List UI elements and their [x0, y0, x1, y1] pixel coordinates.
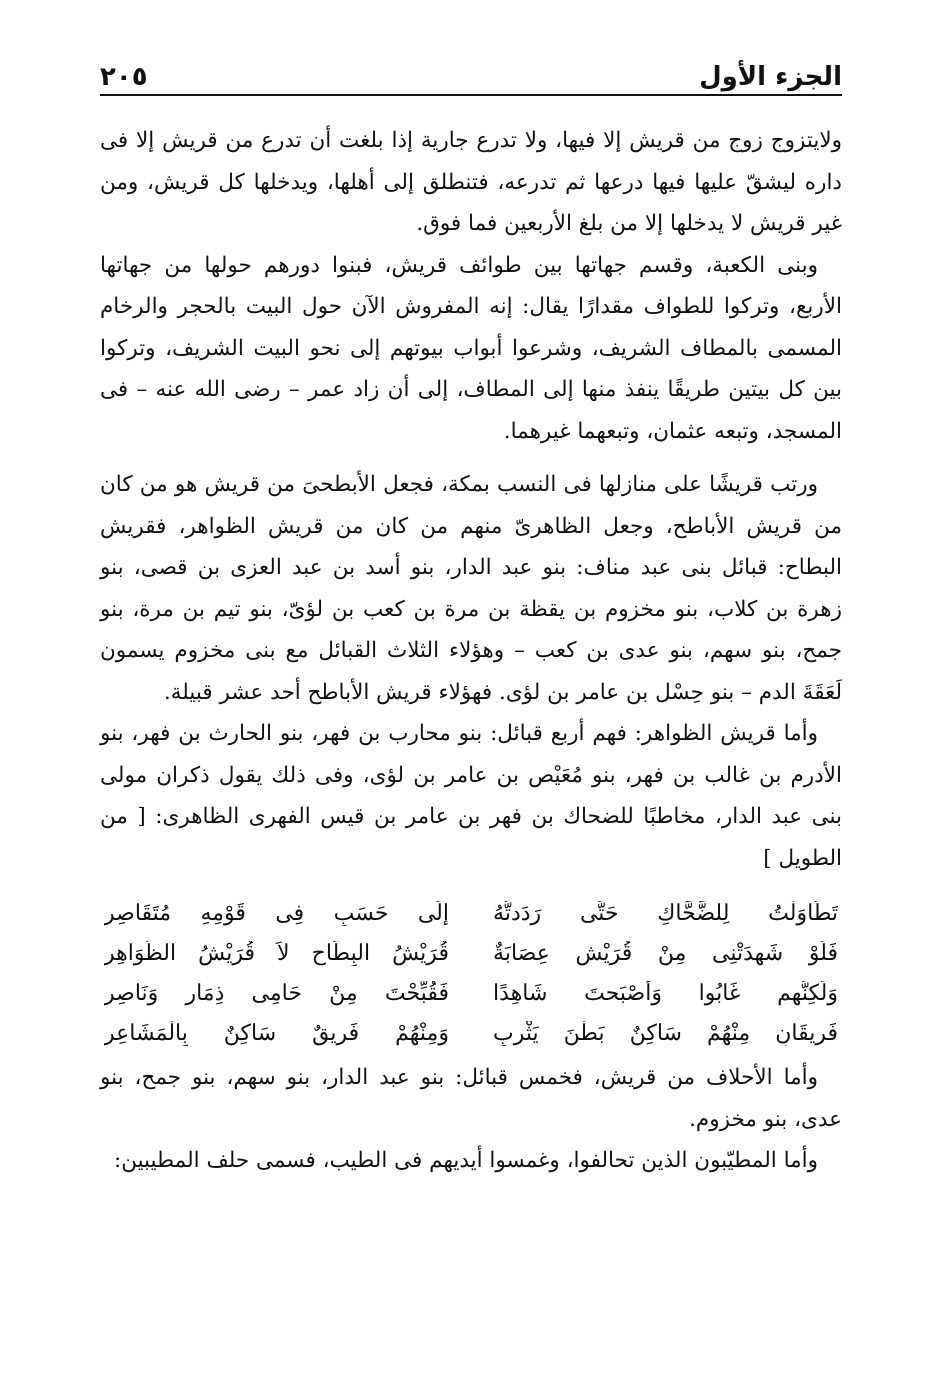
verse-second-hemistich: قُرَيْشُ البِطَاحِ لاَ قُرَيْشُ الظَّوَاهِرِ [104, 940, 449, 966]
verse-second-hemistich: فَقُبِّحْتَ مِنْ حَامِى ذِمَارٍ وَنَاصِرِ [104, 980, 449, 1006]
book-page [100, 48, 842, 1338]
verse-first-hemistich: تَطَاوَلْتُ لِلضَّحَّاكِ حَتَّى رَدَدتُّهُ [493, 900, 838, 926]
poem-verse [104, 933, 838, 973]
verse-first-hemistich: وَلَكِنَّهم غَابُوا وَأَصْبَحتَ شَاهِدًا [493, 980, 838, 1006]
poem [100, 893, 842, 1053]
paragraph-5: وأما الأحلاف من قريش، فخمس قبائل: بنو عبد الدار، بنو سهم، بنو جمح، بنو عدى، بنو مخزوم. [100, 1065, 842, 1132]
verse-second-hemistich: إِلَى حَسَبٍ فِى قَوْمِهِ مُتَقَاصِرِ [104, 900, 449, 926]
poem-verse [104, 893, 838, 933]
paragraph-2: وبنى الكعبة، وقسم جهاتها بين طوائف قريش، فبنوا دورهم حولها من جهاتها الأربع، وتركوا للطواف مقدارًا يقال: إنه المفروش الآن حول البيت بالحجر والرخام المسمى بالمطاف الشريف، وشرعوا أبواب بيوتهم إلى نحو البيت الشريف، وتركوا بين كل بيتين طريقًا ينفذ منها إلى المطاف، إلى أن زاد عمر – رضى الله عنه – فى المسجد، وتبعه عثمان، وتبعهما غيرهما. [100, 252, 842, 444]
verse-first-hemistich: فَلَوْ شَهِدَتْنِى مِنْ قُرَيْشٍ عِصَابَةٌ [493, 940, 838, 966]
verse-second-hemistich: وَمِنْهُمْ فَرِيقٌ سَاكِنٌ بِالْمَشَاعِرِ [104, 1020, 449, 1046]
page-body [100, 120, 842, 1182]
poem-verse [104, 973, 838, 1013]
page-header [100, 48, 842, 96]
paragraph-4: وأما قريش الظواهر: فهم أربع قبائل: بنو محارب بن فهر، بنو الحارث بن فهر، بنو الأدرم بن غالب بن فهر، بنو مُعَيْص بن عامر بن لؤى، وفى ذلك يقول ذكران مولى بنى عبد الدار، مخاطبًا للضحاك بن فهر بن عامر بن قيس الفهرى الظاهرى: [ من الطويل ] [100, 721, 842, 871]
poem-verse [104, 1013, 838, 1053]
verse-first-hemistich: فَرِيقَانِ مِنْهُمْ سَاكِنٌ بَطْنَ يَثْرِبٍ [493, 1020, 838, 1046]
paragraph-3: ورتب قريشًا على منازلها فى النسب بمكة، فجعل الأبطحىَ من قريش هو من كان من قريش الأباطح، وجعل الظاهرىّ منهم من كان من قريش الظواهر، فقريش البطاح: قبائل بنى عبد مناف: بنو عبد الدار، بنو أسد بن عبد العزى بن قصى، بنو زهرة بن كلاب، بنو مخزوم بن يقظة بن مرة بن كعب بن لؤىّ، بنو تيم بن مرة، بنو جمح، بنو سهم، بنو عدى بن كعب – وهؤلاء الثلاث القبائل مع بنى مخزوم يسمون لَعَقَةَ الدم – بنو حِسْل بن عامر بن لؤى. فهؤلاء قريش الأباطح أحد عشر قبيلة. [100, 472, 842, 705]
page-number: ٢٠٥ [100, 62, 148, 92]
running-title: الجزء الأول [699, 62, 842, 92]
paragraph-6: وأما المطيّبون الذين تحالفوا، وغمسوا أيديهم فى الطيب، فسمى حلف المطيبين: [113, 1148, 818, 1173]
paragraph-1: ولايتزوج زوج من قريش إلا فيها، ولا تدرع جارية إذا بلغت أن تدرع من قريش إلا فى داره ليشقّ عليها فيها درعها ثم تدرعه، فتنطلق إلى أهلها، ويدخلها كل قريش، ومن غير قريش لا يدخلها إلا من بلغ الأربعين فما فوق. [100, 128, 842, 236]
